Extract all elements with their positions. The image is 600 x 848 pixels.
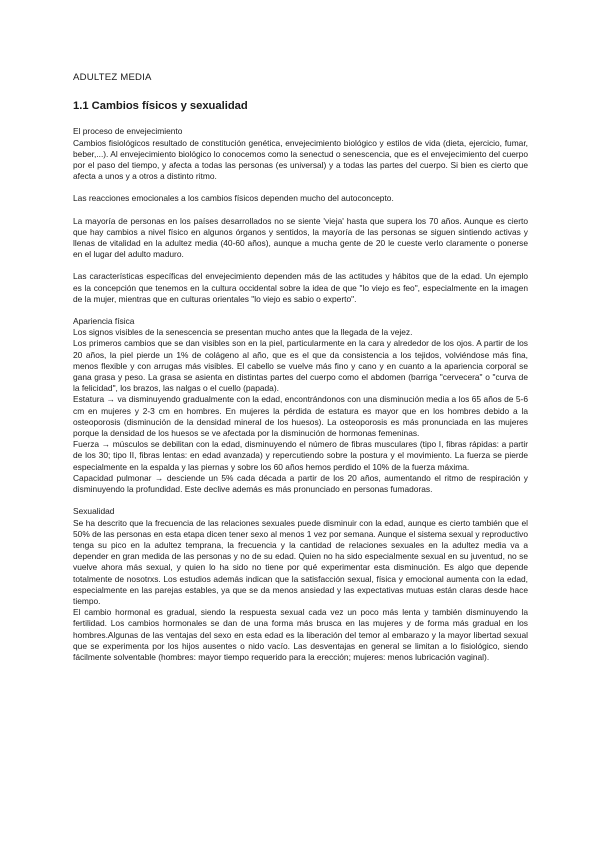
subheading-sexualidad: Sexualidad — [73, 506, 115, 517]
section-title: 1.1 Cambios físicos y sexualidad — [73, 100, 248, 113]
paragraph-proceso-3: La mayoría de personas en los países desarrollados no se siente 'vieja' hasta que supera los 70 años. Aunque es cierto que hay cambios a nivel físico en algunos órganos y sentidos, la mayoría de las personas se siguen sintiendo activas y llenas de vitalidad en la adultez media (40-60 años), aunque a mucha gente de 20 le cueste verlo claramente o ponerse en el lugar del adulto maduro. — [73, 215, 528, 260]
paragraph-sexualidad-2: El cambio hormonal es gradual, siendo la respuesta sexual cada vez un poco más lenta y también disminuyendo la fertilidad. Los cambios hormonales se dan de una forma más brusca en las mujeres y de forma más gradual en los hombres.Algunas de las ventajas del sexo en esta edad es la liberación del temor al embarazo y la mayor libertad sexual que se experimenta por los hijos ausentes o nido vacío. Las desventajas en general se limitan a lo fisiológico, siendo fácilmente solventable (hombres: mayor tiempo requerido para la erección; mujeres: menos lubricación vaginal). — [73, 607, 528, 662]
paragraph-apariencia-1: Los signos visibles de la senescencia se presentan mucho antes que la llegada de la vejez. — [73, 327, 413, 338]
paragraph-estatura: Estatura → va disminuyendo gradualmente con la edad, encontrándonos con una disminución media a los 65 años de 5-6 cm en mujeres y 2-3 cm en hombres. En mujeres la pérdida de estatura es mayor que en los hombres debido a la osteoporosis (disminución de la densidad mineral de los huesos). La osteoporosis es más pronunciada en las mujeres porque la densidad de los huesos se ve afectada por la disminución de hormonas femeninas. — [73, 394, 528, 439]
subheading-apariencia: Apariencia física — [73, 316, 135, 327]
paragraph-fuerza: Fuerza → músculos se debilitan con la edad, disminuyendo el número de fibras musculares (tipo I, fibras rápidas: a partir de los 30; tipo II, fibras lentas: en edad avanzada) y repercutiendo sobre la postura y el movimiento. La fuerza se pierde especialmente en la espalda y las piernas y sobre los 60 años hemos perdido el 10% de la fuerza máxima. — [73, 439, 528, 472]
paragraph-proceso-2: Las reacciones emocionales a los cambios físicos dependen mucho del autoconcepto. — [73, 193, 394, 204]
paragraph-proceso-1: Cambios fisiológicos resultado de constitución genética, envejecimiento biológico y estilos de vida (dieta, ejercicio, fumar, beber,...). Al envejecimiento biológico lo conocemos como la senectud o senescencia, que es el envejecimiento del cuerpo por el paso del tiempo, y afecta a todas las personas (es universal) y a todas las partes del cuerpo. Si bien es cierto que afecta a unos y a otros a distinto ritmo. — [73, 137, 528, 182]
paragraph-proceso-4: Las características específicas del envejecimiento dependen más de las actitudes y hábitos que de la edad. Un ejemplo es la concepción que tenemos en la cultura occidental sobre la idea de que "lo viejo es feo", especialmente en la imagen de la mujer, mientras que en culturas orientales "lo viejo es sabio o experto". — [73, 271, 528, 304]
paragraph-apariencia-2: Los primeros cambios que se dan visibles son en la piel, particularmente en la cara y alrededor de los ojos. A partir de los 20 años, la piel pierde un 1% de colágeno al año, que es el que da consistencia a los tejidos, volviéndose más fina, menos flexible y con arrugas más visibles. El cabello se vuelve más fino y cano y en cuanto a la apariencia corporal se gana grasa y peso. La grasa se asienta en distintas partes del cuerpo como el abdomen (barriga "cervecera" o "curva de la felicidad", los brazos, las nalgas o el cuello (papada). — [73, 338, 528, 394]
document-page — [73, 72, 528, 663]
paragraph-sexualidad-1: Se ha descrito que la frecuencia de las relaciones sexuales puede disminuir con la edad, aunque es cierto también que el 50% de las personas en esta etapa dicen tener sexo al menos 1 vez por semana. Aunque el sistema sexual y reproductivo tenga su pico en la adultez temprana, la frecuencia y la cantidad de relaciones sexuales en la adultez media va a depender en gran medida de las personas y no de su edad. Quien no ha sido especialmente sexual en su juventud, no se vuelve ahora más sexual, y quien lo ha sido no tiene por qué experimentar esta disminución. Es algo que depende totalmente de nosotrxs. Los estudios además indican que la satisfacción sexual, física y emocional aumenta con la edad, especialmente en las parejas estables, ya que se da menos ansiedad y las expectativas mutuas están claras desde hace tiempo. — [73, 517, 528, 606]
document-title: ADULTEZ MEDIA — [73, 72, 152, 83]
paragraph-capacidad-pulmonar: Capacidad pulmonar → desciende un 5% cada década a partir de los 20 años, aumentando el ritmo de respiración y disminuyendo la profundidad. Este declive además es más pronunciado en personas fumadoras. — [73, 472, 528, 495]
subheading-proceso: El proceso de envejecimiento — [73, 126, 183, 137]
